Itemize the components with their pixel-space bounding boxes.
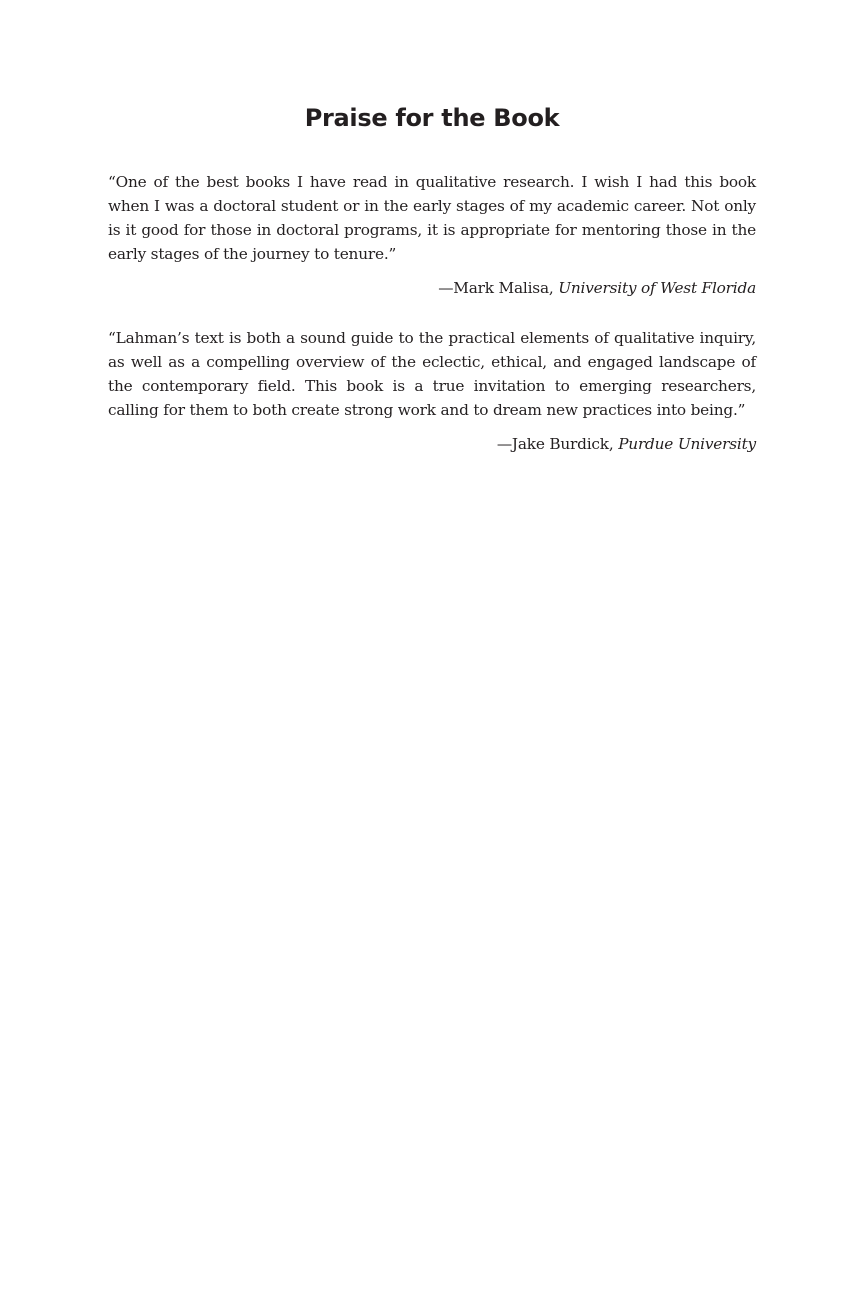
attribution-name: —Jake Burdick,: [496, 435, 619, 453]
praise-quote: “One of the best books I have read in qualitative research. I wish I had this book when I was a doctoral student or in the early stages of my academic career. Not only is it good for those in doctoral programs, it is appropriate for mentoring those in the early stages of the journey to tenure.”: [108, 173, 756, 263]
page-title: Praise for the Book: [304, 104, 560, 132]
praise-item: [108, 326, 756, 456]
praise-attribution: [108, 432, 756, 456]
attribution-name: —Mark Malisa,: [438, 279, 559, 297]
praise-attribution: [108, 276, 756, 300]
praise-quote: “Lahman’s text is both a sound guide to the practical elements of qualitative inquiry, as well as a compelling overview of the eclectic, ethical, and engaged landscape of the contemporary field. This book is a true invitation to emerging researchers, calling for them to both create strong work and to dream new practices into being.”: [108, 329, 756, 419]
attribution-affiliation: Purdue University: [618, 435, 756, 453]
praise-item: [108, 170, 756, 300]
attribution-affiliation: University of West Florida: [558, 279, 756, 297]
